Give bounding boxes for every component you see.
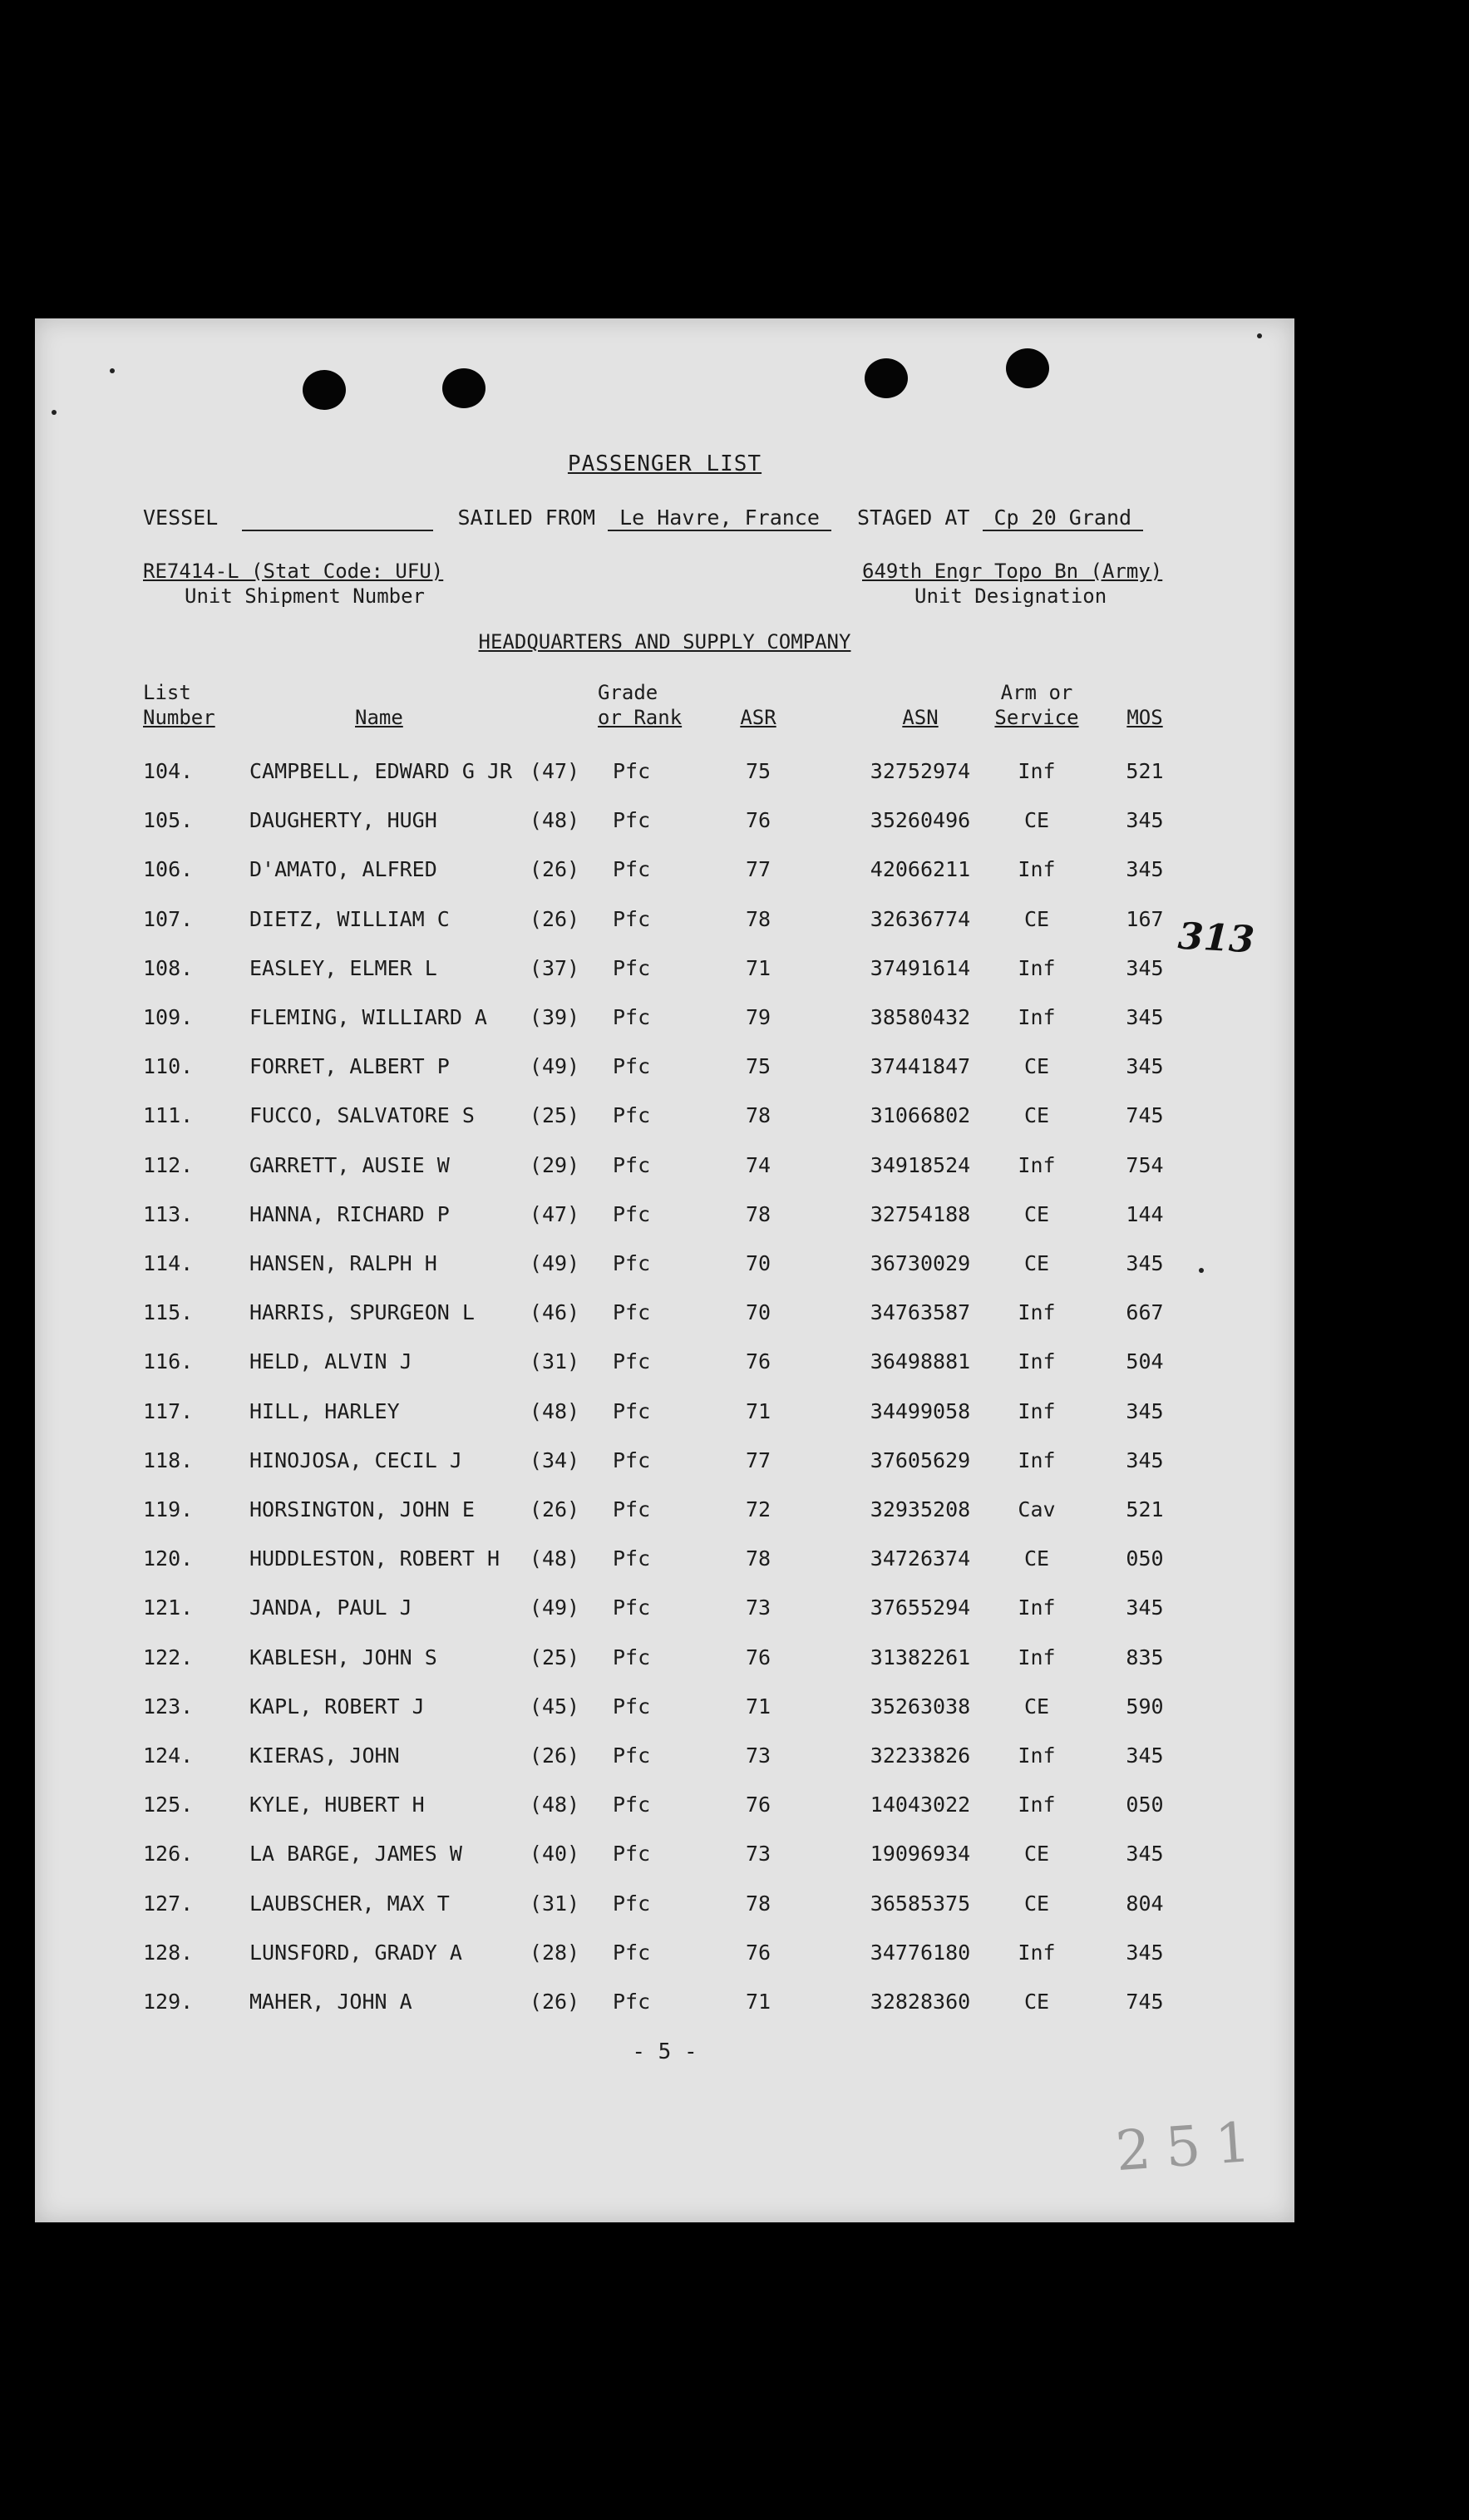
asr-score: 72	[745, 1497, 771, 1521]
asr-score: 78	[745, 1201, 771, 1226]
passenger-name: LUNSFORD, GRADY A	[249, 1940, 462, 1965]
passenger-name: GARRETT, AUSIE W	[249, 1152, 450, 1177]
passenger-name: CAMPBELL, EDWARD G JR	[249, 759, 513, 783]
list-number: 110.	[143, 1054, 194, 1079]
passenger-name: HELD, ALVIN J	[249, 1349, 412, 1374]
grade-rank: Pfc	[613, 1645, 651, 1669]
list-number: 124.	[143, 1743, 194, 1768]
header-asr: ASR	[740, 706, 776, 729]
asn-number: 37655294	[870, 1595, 971, 1620]
age-code: (26)	[529, 1497, 580, 1521]
passenger-name: KABLESH, JOHN S	[249, 1645, 437, 1669]
header-asn: ASN	[902, 706, 939, 729]
punch-hole	[865, 358, 908, 398]
mos-code: 504	[1126, 1349, 1164, 1374]
asn-number: 32233826	[870, 1743, 971, 1768]
list-number: 104.	[143, 759, 194, 783]
asn-number: 32636774	[870, 906, 971, 931]
grade-rank: Pfc	[613, 1497, 651, 1521]
list-number: 109.	[143, 1005, 194, 1029]
passenger-name: FLEMING, WILLIARD A	[249, 1005, 487, 1029]
arm-service: Inf	[1018, 1398, 1056, 1423]
table-row	[35, 1743, 1294, 1777]
table-row	[35, 1448, 1294, 1482]
header-grade	[598, 680, 682, 730]
asr-score: 76	[745, 1940, 771, 1965]
age-code: (48)	[529, 808, 580, 833]
asr-score: 73	[745, 1842, 771, 1867]
age-code: (34)	[529, 1447, 580, 1472]
mos-code: 345	[1126, 857, 1164, 882]
list-number: 114.	[143, 1251, 194, 1275]
arm-service: CE	[1023, 1990, 1050, 2014]
page-number: - 5 -	[632, 2039, 698, 2064]
punch-hole	[1006, 348, 1049, 388]
asr-score: 71	[745, 1398, 771, 1423]
mos-code: 804	[1126, 1891, 1164, 1916]
table-row	[35, 1300, 1294, 1334]
age-code: (26)	[529, 1743, 580, 1768]
age-code: (26)	[529, 857, 580, 882]
arm-service: CE	[1023, 808, 1050, 833]
arm-service: CE	[1023, 906, 1050, 931]
passenger-name: D'AMATO, ALFRED	[249, 857, 437, 882]
arm-service: Inf	[1018, 759, 1056, 783]
age-code: (45)	[529, 1694, 580, 1719]
list-number: 113.	[143, 1201, 194, 1226]
mos-code: 345	[1126, 1054, 1164, 1079]
grade-rank: Pfc	[613, 1447, 651, 1472]
arm-service: CE	[1023, 1103, 1050, 1128]
asn-number: 34776180	[870, 1940, 971, 1965]
list-number: 123.	[143, 1694, 194, 1719]
mos-code: 745	[1126, 1103, 1164, 1128]
arm-service: Inf	[1018, 1743, 1056, 1768]
table-row	[35, 907, 1294, 940]
staged-at: Cp 20 Grand	[983, 505, 1144, 531]
asn-number: 37605629	[870, 1447, 971, 1472]
header-grade-line2: or Rank	[598, 706, 683, 729]
passenger-name: HILL, HARLEY	[249, 1398, 400, 1423]
table-row	[35, 857, 1294, 890]
pencil-number: 251	[1113, 2108, 1268, 2184]
passenger-name: DAUGHERTY, HUGH	[249, 808, 437, 833]
header-list-line2: Number	[143, 706, 215, 729]
asn-number: 32828360	[870, 1990, 971, 2014]
grade-rank: Pfc	[613, 759, 651, 783]
shipment-caption: Unit Shipment Number	[185, 584, 425, 608]
table-row	[35, 1153, 1294, 1186]
arm-service: Inf	[1018, 1447, 1056, 1472]
grade-rank: Pfc	[613, 1152, 651, 1177]
passenger-name: MAHER, JOHN A	[249, 1990, 412, 2014]
asn-number: 37491614	[870, 955, 971, 980]
table-row	[35, 1103, 1294, 1137]
list-number: 108.	[143, 955, 194, 980]
asr-score: 77	[745, 857, 771, 882]
header-list-line1: List	[143, 681, 191, 704]
table-row	[35, 808, 1294, 841]
mos-code: 754	[1126, 1152, 1164, 1177]
age-code: (26)	[529, 906, 580, 931]
table-row	[35, 1595, 1294, 1629]
age-code: (31)	[529, 1349, 580, 1374]
mos-code: 345	[1126, 955, 1164, 980]
asr-score: 71	[745, 955, 771, 980]
arm-service: CE	[1023, 1201, 1050, 1226]
asn-number: 36585375	[870, 1891, 971, 1916]
passenger-name: KAPL, ROBERT J	[249, 1694, 425, 1719]
asn-number: 35260496	[870, 808, 971, 833]
list-number: 119.	[143, 1497, 194, 1521]
asr-score: 76	[745, 1793, 771, 1817]
arm-service: Inf	[1018, 1595, 1056, 1620]
mos-code: 345	[1126, 1447, 1164, 1472]
age-code: (48)	[529, 1546, 580, 1571]
asr-score: 73	[745, 1743, 771, 1768]
asr-score: 78	[745, 1103, 771, 1128]
mos-code: 345	[1126, 808, 1164, 833]
age-code: (47)	[529, 759, 580, 783]
age-code: (49)	[529, 1595, 580, 1620]
asr-score: 76	[745, 1645, 771, 1669]
passenger-name: FORRET, ALBERT P	[249, 1054, 450, 1079]
vessel-blank	[242, 505, 433, 531]
mos-code: 345	[1126, 1005, 1164, 1029]
asn-number: 36730029	[870, 1251, 971, 1275]
age-code: (48)	[529, 1398, 580, 1423]
asr-score: 78	[745, 906, 771, 931]
mos-code: 521	[1126, 1497, 1164, 1521]
table-row	[35, 1399, 1294, 1433]
asr-score: 75	[745, 1054, 771, 1079]
list-number: 125.	[143, 1793, 194, 1817]
age-code: (25)	[529, 1645, 580, 1669]
header-list-number	[143, 680, 215, 730]
arm-service: Inf	[1018, 1152, 1056, 1177]
table-row	[35, 1694, 1294, 1728]
passenger-name: HARRIS, SPURGEON L	[249, 1300, 475, 1325]
age-code: (29)	[529, 1152, 580, 1177]
arm-service: CE	[1023, 1891, 1050, 1916]
grade-rank: Pfc	[613, 1743, 651, 1768]
asn-number: 35263038	[870, 1694, 971, 1719]
asn-number: 32754188	[870, 1201, 971, 1226]
asr-score: 71	[745, 1990, 771, 2014]
grade-rank: Pfc	[613, 1546, 651, 1571]
asr-score: 73	[745, 1595, 771, 1620]
list-number: 121.	[143, 1595, 194, 1620]
asn-number: 31382261	[870, 1645, 971, 1669]
mos-code: 745	[1126, 1990, 1164, 2014]
asn-number: 36498881	[870, 1349, 971, 1374]
grade-rank: Pfc	[613, 1891, 651, 1916]
grade-rank: Pfc	[613, 1990, 651, 2014]
asn-number: 34918524	[870, 1152, 971, 1177]
header-arm-line1: Arm or	[1000, 681, 1073, 704]
voyage-line	[143, 505, 1143, 531]
asr-score: 70	[745, 1300, 771, 1325]
passenger-name: HINOJOSA, CECIL J	[249, 1447, 462, 1472]
grade-rank: Pfc	[613, 1595, 651, 1620]
arm-service: Inf	[1018, 1300, 1056, 1325]
asr-score: 78	[745, 1546, 771, 1571]
mos-code: 345	[1126, 1251, 1164, 1275]
grade-rank: Pfc	[613, 1842, 651, 1867]
list-number: 127.	[143, 1891, 194, 1916]
passenger-name: HANSEN, RALPH H	[249, 1251, 437, 1275]
asr-score: 74	[745, 1152, 771, 1177]
mos-code: 345	[1126, 1743, 1164, 1768]
asn-number: 42066211	[870, 857, 971, 882]
company-heading: HEADQUARTERS AND SUPPLY COMPANY	[478, 630, 851, 653]
passenger-name: JANDA, PAUL J	[249, 1595, 412, 1620]
designation-caption: Unit Designation	[914, 584, 1107, 608]
passenger-name: LAUBSCHER, MAX T	[249, 1891, 450, 1916]
grade-rank: Pfc	[613, 1398, 651, 1423]
asn-number: 31066802	[870, 1103, 971, 1128]
age-code: (26)	[529, 1990, 580, 2014]
mos-code: 521	[1126, 759, 1164, 783]
grade-rank: Pfc	[613, 906, 651, 931]
table-row	[35, 956, 1294, 989]
asn-number: 19096934	[870, 1842, 971, 1867]
table-row	[35, 1842, 1294, 1875]
table-row	[35, 1546, 1294, 1580]
arm-service: Cav	[1018, 1497, 1056, 1521]
mos-code: 050	[1126, 1546, 1164, 1571]
table-row	[35, 1941, 1294, 1974]
asr-score: 76	[745, 1349, 771, 1374]
asn-number: 34763587	[870, 1300, 971, 1325]
arm-service: Inf	[1018, 1349, 1056, 1374]
table-row	[35, 1054, 1294, 1087]
asr-score: 76	[745, 808, 771, 833]
table-row	[35, 1793, 1294, 1826]
age-code: (47)	[529, 1201, 580, 1226]
sailed-from: Le Havre, France	[608, 505, 831, 531]
grade-rank: Pfc	[613, 1103, 651, 1128]
mos-code: 667	[1126, 1300, 1164, 1325]
unit-designation: 649th Engr Topo Bn (Army)	[862, 560, 1163, 583]
arm-service: Inf	[1018, 1940, 1056, 1965]
grade-rank: Pfc	[613, 857, 651, 882]
list-number: 126.	[143, 1842, 194, 1867]
stamped-number: 313	[1176, 915, 1256, 962]
grade-rank: Pfc	[613, 1793, 651, 1817]
grade-rank: Pfc	[613, 808, 651, 833]
passenger-name: EASLEY, ELMER L	[249, 955, 437, 980]
staged-label: STAGED AT	[856, 505, 970, 530]
grade-rank: Pfc	[613, 1005, 651, 1029]
list-number: 105.	[143, 808, 194, 833]
sailed-label: SAILED FROM	[457, 505, 596, 530]
table-row	[35, 1497, 1294, 1531]
asr-score: 70	[745, 1251, 771, 1275]
mos-code: 835	[1126, 1645, 1164, 1669]
passenger-name: HUDDLESTON, ROBERT H	[249, 1546, 500, 1571]
mos-code: 050	[1126, 1793, 1164, 1817]
asn-number: 34499058	[870, 1398, 971, 1423]
arm-service: CE	[1023, 1694, 1050, 1719]
list-number: 111.	[143, 1103, 194, 1128]
table-row	[35, 1349, 1294, 1383]
speck	[52, 410, 57, 415]
passenger-name: DIETZ, WILLIAM C	[249, 906, 450, 931]
table-row	[35, 1202, 1294, 1235]
grade-rank: Pfc	[613, 1251, 651, 1275]
age-code: (31)	[529, 1891, 580, 1916]
grade-rank: Pfc	[613, 1940, 651, 1965]
grade-rank: Pfc	[613, 1300, 651, 1325]
age-code: (48)	[529, 1793, 580, 1817]
arm-service: Inf	[1018, 955, 1056, 980]
list-number: 117.	[143, 1398, 194, 1423]
header-grade-line1: Grade	[598, 681, 658, 704]
mos-code: 345	[1126, 1940, 1164, 1965]
header-arm	[987, 680, 1087, 730]
grade-rank: Pfc	[613, 1201, 651, 1226]
grade-rank: Pfc	[613, 1349, 651, 1374]
list-number: 115.	[143, 1300, 194, 1325]
table-row	[35, 1891, 1294, 1925]
list-number: 128.	[143, 1940, 194, 1965]
header-mos: MOS	[1126, 706, 1163, 729]
table-row	[35, 1645, 1294, 1679]
passenger-name: KIERAS, JOHN	[249, 1743, 400, 1768]
age-code: (28)	[529, 1940, 580, 1965]
passenger-name: HANNA, RICHARD P	[249, 1201, 450, 1226]
list-number: 129.	[143, 1990, 194, 2014]
arm-service: Inf	[1018, 1645, 1056, 1669]
arm-service: Inf	[1018, 857, 1056, 882]
asn-number: 34726374	[870, 1546, 971, 1571]
asn-number: 14043022	[870, 1793, 971, 1817]
header-arm-line2: Service	[994, 706, 1079, 729]
list-number: 116.	[143, 1349, 194, 1374]
punch-hole	[303, 370, 346, 410]
header-name: Name	[355, 706, 403, 729]
table-row	[35, 759, 1294, 792]
passenger-name: FUCCO, SALVATORE S	[249, 1103, 475, 1128]
list-number: 107.	[143, 906, 194, 931]
list-number: 112.	[143, 1152, 194, 1177]
document-page	[35, 318, 1294, 2222]
age-code: (49)	[529, 1054, 580, 1079]
table-row	[35, 1251, 1294, 1285]
vessel-label: VESSEL	[143, 505, 219, 530]
mos-code: 167	[1126, 906, 1164, 931]
mos-code: 345	[1126, 1842, 1164, 1867]
speck	[110, 368, 115, 373]
asr-score: 71	[745, 1694, 771, 1719]
mos-code: 590	[1126, 1694, 1164, 1719]
mos-code: 345	[1126, 1398, 1164, 1423]
asn-number: 32752974	[870, 759, 971, 783]
arm-service: CE	[1023, 1546, 1050, 1571]
table-row	[35, 1990, 1294, 2023]
grade-rank: Pfc	[613, 955, 651, 980]
asr-score: 79	[745, 1005, 771, 1029]
age-code: (25)	[529, 1103, 580, 1128]
asr-score: 78	[745, 1891, 771, 1916]
mos-code: 345	[1126, 1595, 1164, 1620]
shipment-number: RE7414-L (Stat Code: UFU)	[143, 560, 444, 583]
asn-number: 38580432	[870, 1005, 971, 1029]
page-title: PASSENGER LIST	[567, 451, 762, 476]
table-row	[35, 1005, 1294, 1038]
list-number: 122.	[143, 1645, 194, 1669]
arm-service: CE	[1023, 1251, 1050, 1275]
asr-score: 75	[745, 759, 771, 783]
age-code: (37)	[529, 955, 580, 980]
arm-service: CE	[1023, 1054, 1050, 1079]
list-number: 118.	[143, 1447, 194, 1472]
passenger-name: LA BARGE, JAMES W	[249, 1842, 462, 1867]
arm-service: Inf	[1018, 1005, 1056, 1029]
passenger-name: HORSINGTON, JOHN E	[249, 1497, 475, 1521]
age-code: (49)	[529, 1251, 580, 1275]
asn-number: 37441847	[870, 1054, 971, 1079]
asn-number: 32935208	[870, 1497, 971, 1521]
grade-rank: Pfc	[613, 1694, 651, 1719]
list-number: 106.	[143, 857, 194, 882]
grade-rank: Pfc	[613, 1054, 651, 1079]
age-code: (46)	[529, 1300, 580, 1325]
arm-service: CE	[1023, 1842, 1050, 1867]
age-code: (39)	[529, 1005, 580, 1029]
arm-service: Inf	[1018, 1793, 1056, 1817]
punch-hole	[442, 368, 486, 408]
asr-score: 77	[745, 1447, 771, 1472]
mos-code: 144	[1126, 1201, 1164, 1226]
passenger-name: KYLE, HUBERT H	[249, 1793, 425, 1817]
age-code: (40)	[529, 1842, 580, 1867]
list-number: 120.	[143, 1546, 194, 1571]
speck	[1257, 333, 1262, 338]
